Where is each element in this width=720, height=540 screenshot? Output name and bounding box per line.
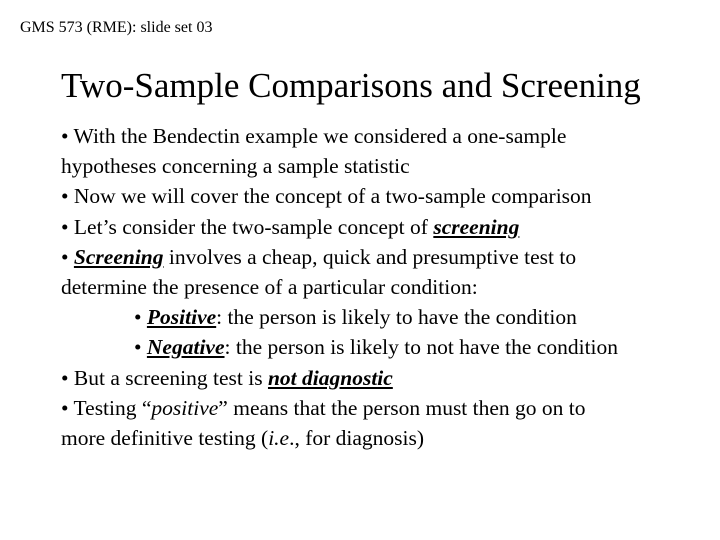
bullet-list <box>61 121 711 453</box>
bullet-mark: • <box>61 244 74 269</box>
bullet-testing-positive <box>61 393 711 423</box>
bullet-text: ” means that the person must then go on to <box>218 395 586 420</box>
bullet-screening-definition-line2: determine the presence of a particular condition: <box>61 275 478 300</box>
bullet-text: more definitive testing ( <box>61 426 269 451</box>
sub-bullet-positive <box>61 302 711 332</box>
bullet-testing-positive-line2 <box>61 423 711 453</box>
bullet-bendectin-line2: hypotheses concerning a sample statistic <box>61 154 410 179</box>
screening-term: Screening <box>73 244 164 269</box>
sub-bullet-negative <box>61 332 711 362</box>
negative-term: Negative <box>146 335 225 360</box>
not-diagnostic-term: not diagnostic <box>267 365 393 390</box>
slide-title: Two-Sample Comparisons and Screening <box>61 66 641 105</box>
positive-italic: positive <box>151 395 219 420</box>
ie-italic: i.e <box>268 426 290 451</box>
bullet-not-diagnostic <box>61 363 711 393</box>
bullet-screening-definition <box>61 242 711 272</box>
bullet-bendectin-line1: • With the Bendectin example we considered a one-sample <box>61 124 567 148</box>
bullet-text: ., for diagnosis) <box>289 426 425 451</box>
bullet-text: • Testing “ <box>61 395 152 420</box>
bullet-text: involves a cheap, quick and presumptive test to <box>163 244 577 269</box>
bullet-text: : the person is likely to not have the condition <box>224 335 619 360</box>
bullet-mark: • <box>134 335 147 360</box>
bullet-two-sample: • Now we will cover the concept of a two-sample comparison <box>61 184 592 209</box>
slide-header: GMS 573 (RME): slide set 03 <box>20 19 213 36</box>
screening-term: screening <box>433 214 520 239</box>
bullet-screening-concept <box>61 212 711 242</box>
bullet-text: : the person is likely to have the condition <box>216 305 577 330</box>
bullet-text: • Let’s consider the two-sample concept of <box>61 214 434 239</box>
positive-term: Positive <box>146 305 217 330</box>
bullet-mark: • <box>134 305 147 330</box>
bullet-text: • But a screening test is <box>61 365 268 390</box>
